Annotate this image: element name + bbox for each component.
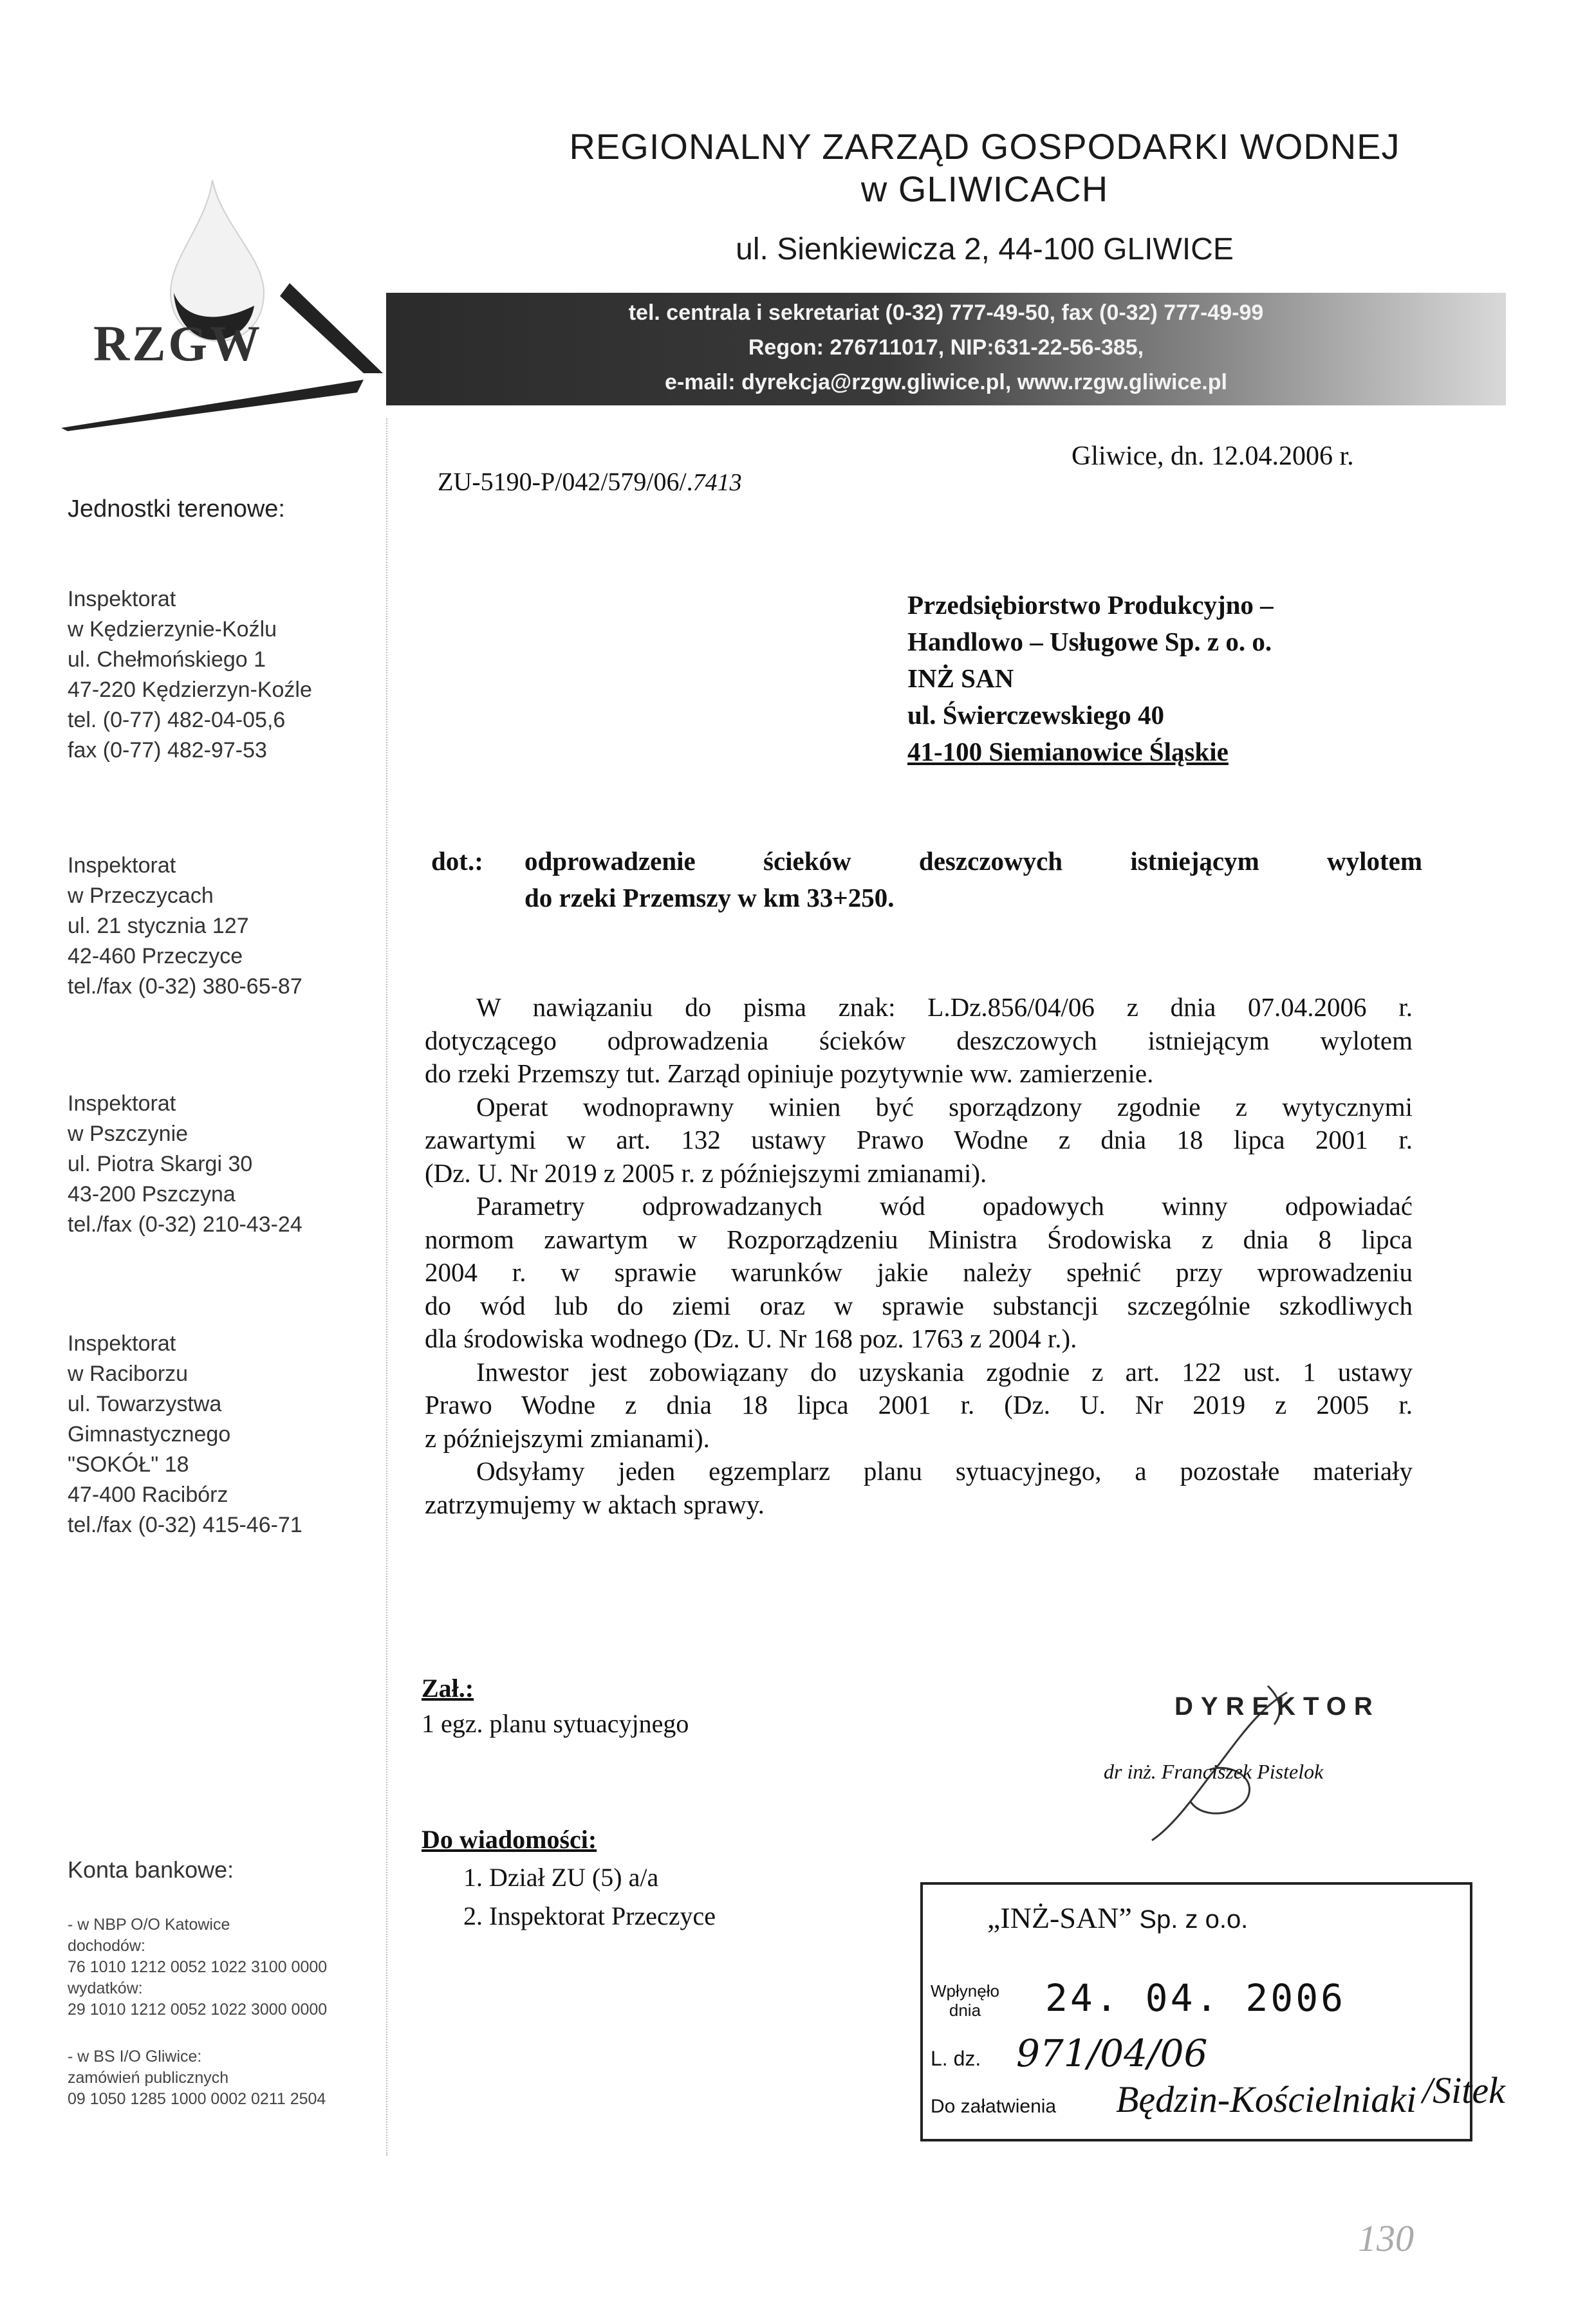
organization-address: ul. Sienkiewicza 2, 44-100 GLIWICE: [736, 232, 1234, 266]
received-stamp: [920, 1882, 1472, 2141]
letter-body: [425, 991, 1413, 1521]
attachments-text: 1 egz. planu sytuacyjnego: [422, 1709, 689, 1738]
water-drop-logo-icon: [61, 174, 383, 431]
list-item: 1. Dział ZU (5) a/a: [463, 1863, 659, 1892]
paragraph: Operat wodnoprawny winien być sporządzony zgodnie z wytycznymi zawartymi w art. 132 ustawy Prawo Wodne z dnia 18 lipca 2001 r. (Dz. U. Nr 2019 z 2005 r. z późniejszymi zmianami).: [425, 1091, 1413, 1188]
logo-text: RZGW: [93, 315, 263, 371]
contact-phone-line: tel. centrala i sekretariat (0-32) 777-49-50, fax (0-32) 777-49-99: [628, 301, 1264, 325]
paragraph: Inwestor jest zobowiązany do uzyskania zgodnie z art. 122 ust. 1 ustawy Prawo Wodne z dnia 18 lipca 2001 r. (Dz. U. Nr 2019 z 2005 r. z późniejszymi zmianami).: [425, 1356, 1413, 1453]
paragraph: Odsyłamy jeden egzemplarz planu sytuacyjnego, a pozostałe materiały zatrzymujemy w aktach sprawy.: [425, 1456, 1413, 1519]
unit-przeczyce: Inspektorat w Przeczycach ul. 21 stycznia 127 42-460 Przeczyce tel./fax (0-32) 380-65-87: [68, 853, 302, 999]
unit-kedzierzyn: Inspektorat w Kędzierzynie-Koźlu ul. Chełmońskiego 1 47-220 Kędzierzyn-Koźle tel. (0-77) 482-04-05,6 fax (0-77) 482-97-53: [68, 587, 312, 763]
stamp-received-label: Wpłynęło dnia: [931, 1981, 999, 2020]
cc-list: [463, 1858, 716, 1936]
bank-accounts-title: Konta bankowe:: [68, 1856, 234, 1883]
signature-name: dr inż. Franciszek Pistelok: [1104, 1760, 1324, 1783]
contact-email-line: e-mail: dyrekcja@rzgw.gliwice.pl, www.rzgw.gliwice.pl: [665, 370, 1227, 394]
stamp-ldz-label: L. dz.: [931, 2047, 981, 2070]
organization-name: REGIONALNY ZARZĄD GOSPODARKI WODNEJ w GLIWICACH: [569, 126, 1400, 209]
stamp-ldz-value: 971/04/06: [1016, 2031, 1208, 2075]
list-item: 2. Inspektorat Przeczyce: [463, 1901, 716, 1930]
cc-label: Do wiadomości:: [422, 1825, 597, 1854]
bank-bs: - w BS I/O Gliwice: zamówień publicznych 09 1050 1285 1000 0002 0211 2504: [68, 2048, 326, 2108]
signature-title: DYREKTOR: [1174, 1692, 1380, 1721]
letter-date: Gliwice, dn. 12.04.2006 r.: [1072, 441, 1354, 471]
paragraph: W nawiązaniu do pisma znak: L.Dz.856/04/06 z dnia 07.04.2006 r. dotyczącego odprowadzenia ścieków deszczowych istniejącym wylotem do rzeki Przemszy tut. Zarząd opiniuje pozytywnie ww. zamierzenie.: [425, 992, 1413, 1088]
reference-number: ZU-5190-P/042/579/06/.7413: [438, 467, 742, 496]
paragraph: Parametry odprowadzanych wód opadowych winny odpowiadać normom zawartym w Rozporządzeniu Ministra Środowiska z dnia 8 lipca 2004 r. w sprawie warunków jakie należy spełnić przy wprowadzeniu do wód lub do ziemi oraz w sprawie substancji szczególnie szkodliwych dla środowiska wodnego (Dz. U. Nr 168 poz. 1763 z 2004 r.).: [425, 1191, 1413, 1353]
handwritten-note: /Sitek: [1422, 2069, 1505, 2111]
unit-pszczyna: Inspektorat w Pszczynie ul. Piotra Skargi 30 43-200 Pszczyna tel./fax (0-32) 210-43-24: [68, 1091, 302, 1237]
stamp-assign-value: Będzin-Kościelniaki: [1116, 2078, 1417, 2120]
stamp-assign-label: Do załatwienia: [931, 2096, 1057, 2117]
contact-regon-line: Regon: 276711017, NIP:631-22-56-385,: [748, 335, 1144, 360]
handwritten-ref: 7413: [692, 469, 742, 496]
unit-raciborz: Inspektorat w Raciborzu ul. Towarzystwa Gimnastycznego "SOKÓŁ" 18 47-400 Racibórz tel./fax (0-32) 415-46-71: [68, 1331, 302, 1537]
column-divider: [386, 418, 389, 2156]
sidebar-title: Jednostki terenowe:: [68, 495, 285, 523]
stamp-received-date: 24. 04. 2006: [1045, 1976, 1346, 2020]
recipient-address: Przedsiębiorstwo Produkcyjno – Handlowo – Usługowe Sp. z o. o. INŻ SAN ul. Świerczewskiego 40 41-100 Siemianowice Śląskie: [907, 590, 1274, 766]
bank-nbp: - w NBP O/O Katowice dochodów: 76 1010 1212 0052 1022 3100 0000 wydatków: 29 1010 1212 0052 1022 3000 0000: [68, 1916, 328, 2019]
attachments-label: Zał.:: [422, 1674, 474, 1703]
stamp-company: „INŻ-SAN” Sp. z o.o.: [987, 1901, 1248, 1934]
contact-banner: [386, 293, 1506, 405]
page-marker: 130: [1358, 2217, 1414, 2259]
